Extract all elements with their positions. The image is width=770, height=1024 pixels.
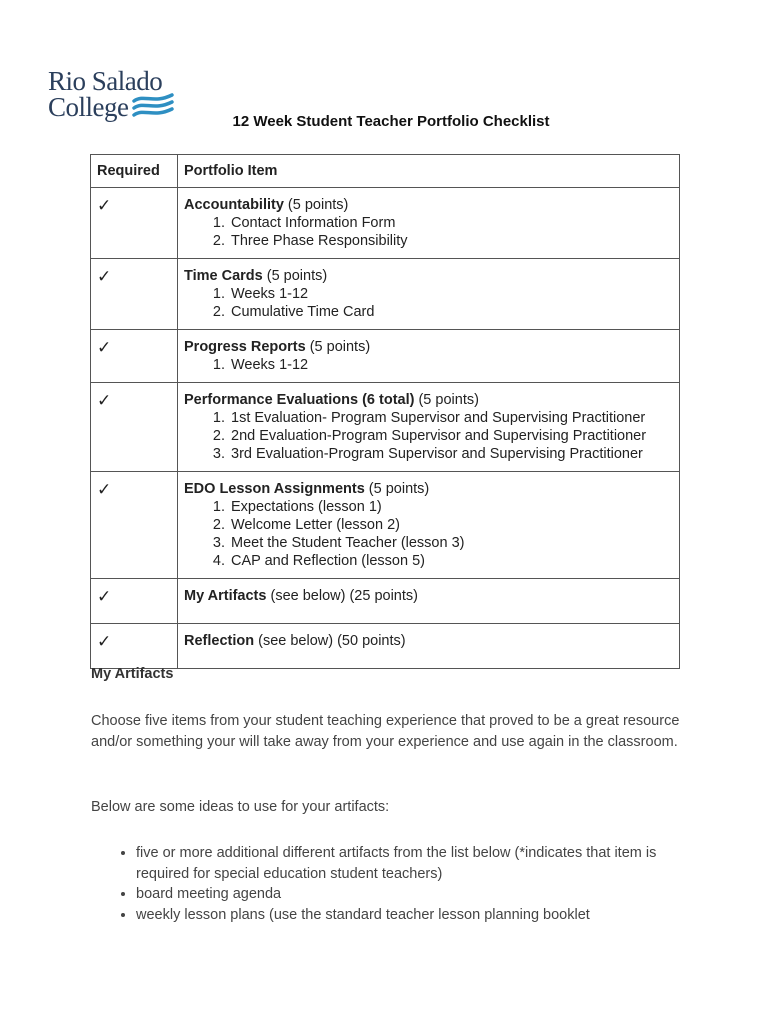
item-points: (5 points) — [305, 339, 371, 355]
check-icon: ✓ — [91, 579, 178, 624]
check-icon: ✓ — [91, 624, 178, 669]
portfolio-item-cell — [178, 188, 680, 259]
subitem: 2. Welcome Letter (lesson 2) — [229, 516, 673, 534]
logo-line-2: College — [48, 92, 129, 122]
portfolio-checklist-table — [90, 154, 680, 669]
idea-list-item: • five or more additional different artifacts from the list below (*indicates that item is required for special education student teachers) — [136, 843, 696, 884]
portfolio-item-cell — [178, 383, 680, 472]
subitem: 1. 1st Evaluation- Program Supervisor and Supervising Practitioner — [229, 409, 673, 427]
subitem-list — [184, 356, 673, 374]
logo-line-1: Rio Salado — [48, 66, 163, 96]
table-row — [91, 472, 680, 579]
artifacts-heading: My Artifacts — [91, 666, 174, 682]
subitem: 1. Weeks 1-12 — [229, 285, 673, 303]
check-icon: ✓ — [91, 472, 178, 579]
item-points: (5 points) — [262, 268, 328, 284]
subitem: 3. Meet the Student Teacher (lesson 3) — [229, 534, 673, 552]
subitem: 4. CAP and Reflection (lesson 5) — [229, 552, 673, 570]
table-row — [91, 330, 680, 383]
item-name: My Artifacts — [184, 588, 267, 604]
check-icon: ✓ — [91, 259, 178, 330]
item-name: Reflection — [184, 633, 255, 649]
item-points: (5 points) — [364, 481, 430, 497]
item-name: Accountability — [184, 197, 284, 213]
subitem: 1. Weeks 1-12 — [229, 356, 673, 374]
subitem: 2. 2nd Evaluation-Program Supervisor and Supervising Practitioner — [229, 427, 673, 445]
portfolio-item-cell — [178, 330, 680, 383]
subitem: 1. Expectations (lesson 1) — [229, 498, 673, 516]
item-points: (5 points) — [283, 197, 349, 213]
table-row — [91, 579, 680, 624]
subitem: 2. Cumulative Time Card — [229, 303, 673, 321]
table-row — [91, 259, 680, 330]
check-icon: ✓ — [91, 383, 178, 472]
idea-list-item: • weekly lesson plans (use the standard teacher lesson planning booklet — [136, 905, 696, 926]
portfolio-item-cell — [178, 259, 680, 330]
check-icon: ✓ — [91, 330, 178, 383]
portfolio-item-cell — [178, 624, 680, 669]
item-name: Time Cards — [184, 268, 263, 284]
document-title: 12 Week Student Teacher Portfolio Checklist — [232, 113, 550, 130]
portfolio-item-cell — [178, 579, 680, 624]
portfolio-item-cell — [178, 472, 680, 579]
table-row — [91, 624, 680, 669]
item-points: (see below) (25 points) — [266, 588, 418, 604]
subitem-list — [184, 409, 673, 463]
table-header-row — [91, 155, 680, 188]
subitem-list — [184, 498, 673, 570]
item-name: Performance Evaluations (6 total) — [184, 392, 415, 408]
header-required: Required — [91, 155, 178, 188]
ideas-intro: Below are some ideas to use for your artifacts: — [91, 799, 390, 815]
subitem: 1. Contact Information Form — [229, 214, 673, 232]
artifacts-paragraph: Choose five items from your student teaching experience that proved to be a great resource and/or something your will take away from your experience and use again in the classroom. — [91, 713, 680, 750]
subitem: 2. Three Phase Responsibility — [229, 232, 673, 250]
item-points: (see below) (50 points) — [254, 633, 406, 649]
item-name: EDO Lesson Assignments — [184, 481, 365, 497]
header-portfolio-item: Portfolio Item — [178, 155, 680, 188]
item-points: (5 points) — [414, 392, 479, 408]
subitem-list — [184, 214, 673, 250]
table-row — [91, 188, 680, 259]
ideas-list — [91, 843, 696, 925]
subitem-list — [184, 285, 673, 321]
item-name: Progress Reports — [184, 339, 306, 355]
subitem: 3. 3rd Evaluation-Program Supervisor and Supervising Practitioner — [229, 445, 673, 463]
check-icon: ✓ — [91, 188, 178, 259]
table-row — [91, 383, 680, 472]
idea-list-item: • board meeting agenda — [136, 884, 696, 905]
